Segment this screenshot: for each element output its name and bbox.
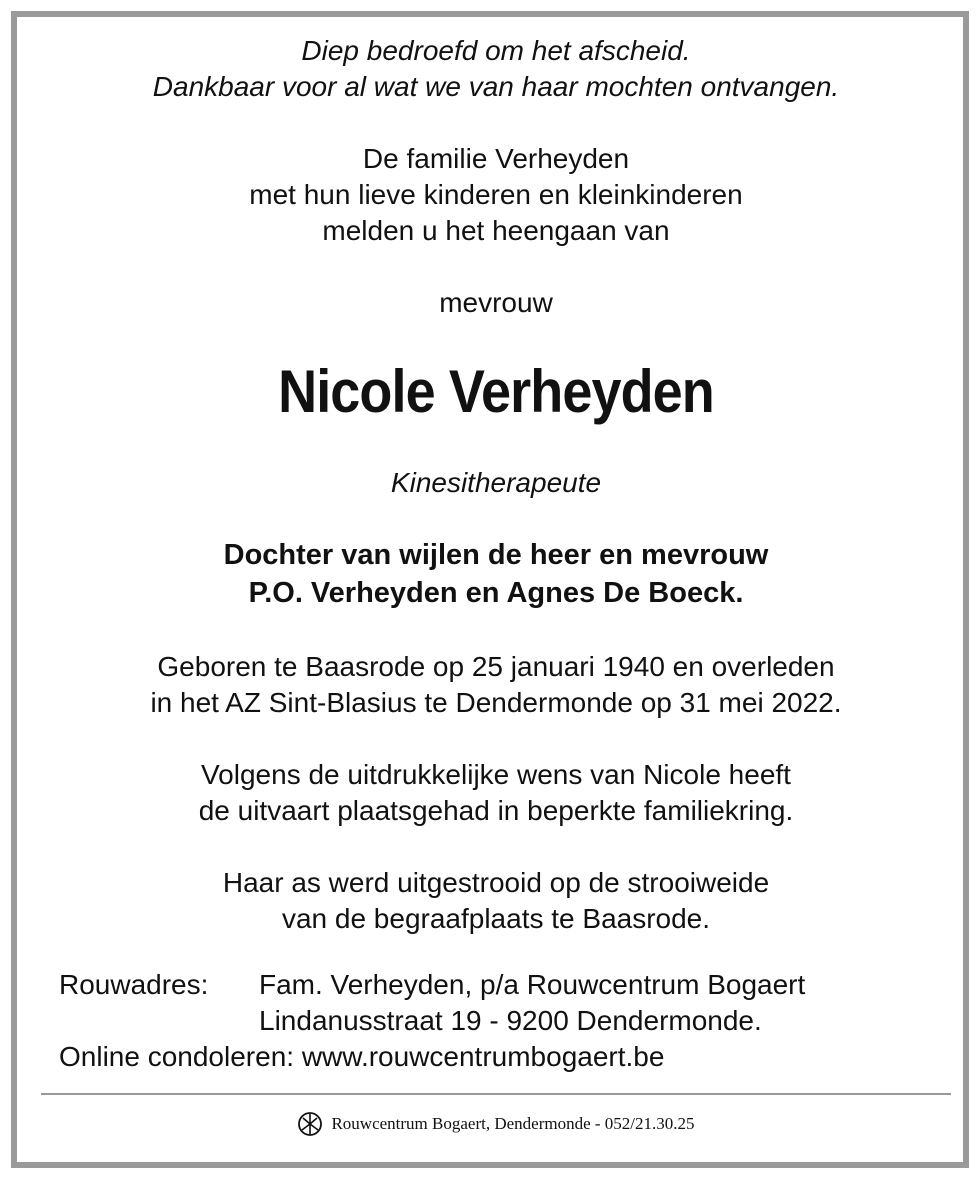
birth-death-line-2: in het AZ Sint-Blasius te Dendermonde op 31 mei 2022. — [150, 687, 842, 718]
birth-death-line-1: Geboren te Baasrode op 25 januari 1940 en overleden — [157, 651, 835, 682]
ashes-line-1: Haar as werd uitgestrooid op de strooiweide — [222, 867, 770, 898]
parents-line-1: Dochter van wijlen de heer en mevrouw — [223, 539, 769, 571]
deceased-title: mevrouw — [439, 287, 553, 318]
online-condolence-link[interactable]: Online condoleren: www.rouwcentrumbogaert.be — [59, 1041, 665, 1072]
address-line-2: Lindanusstraat 19 - 9200 Dendermonde. — [259, 1005, 762, 1036]
ashes-line-2: van de begraafplaats te Baasrode. — [281, 903, 711, 934]
funeral-home-logo-icon — [297, 1111, 323, 1137]
announcers-line-3: melden u het heengaan van — [322, 215, 670, 246]
footer-text: Rouwcentrum Bogaert, Dendermonde - 052/21.30.25 — [331, 1114, 695, 1133]
funeral-line-1: Volgens de uitdrukkelijke wens van Nicole heeft — [201, 759, 791, 790]
address-line-1: Fam. Verheyden, p/a Rouwcentrum Bogaert — [259, 969, 806, 1000]
deceased-name: Nicole Verheyden — [278, 358, 714, 425]
parents-line-2: P.O. Verheyden en Agnes De Boeck. — [248, 577, 744, 609]
funeral-line-2: de uitvaart plaatsgehad in beperkte familiekring. — [198, 795, 794, 826]
announcers-line-1: De familie Verheyden — [362, 143, 630, 174]
intro-line-1: Diep bedroefd om het afscheid. — [301, 35, 691, 66]
obituary-notice — [11, 11, 969, 1168]
intro-line-2: Dankbaar voor al wat we van haar mochten ontvangen. — [152, 71, 840, 102]
deceased-profession: Kinesitherapeute — [390, 467, 602, 498]
footer-divider — [41, 1093, 951, 1095]
address-label: Rouwadres: — [59, 969, 209, 1000]
announcers-line-2: met hun lieve kinderen en kleinkinderen — [249, 179, 743, 210]
footer — [17, 1111, 975, 1137]
